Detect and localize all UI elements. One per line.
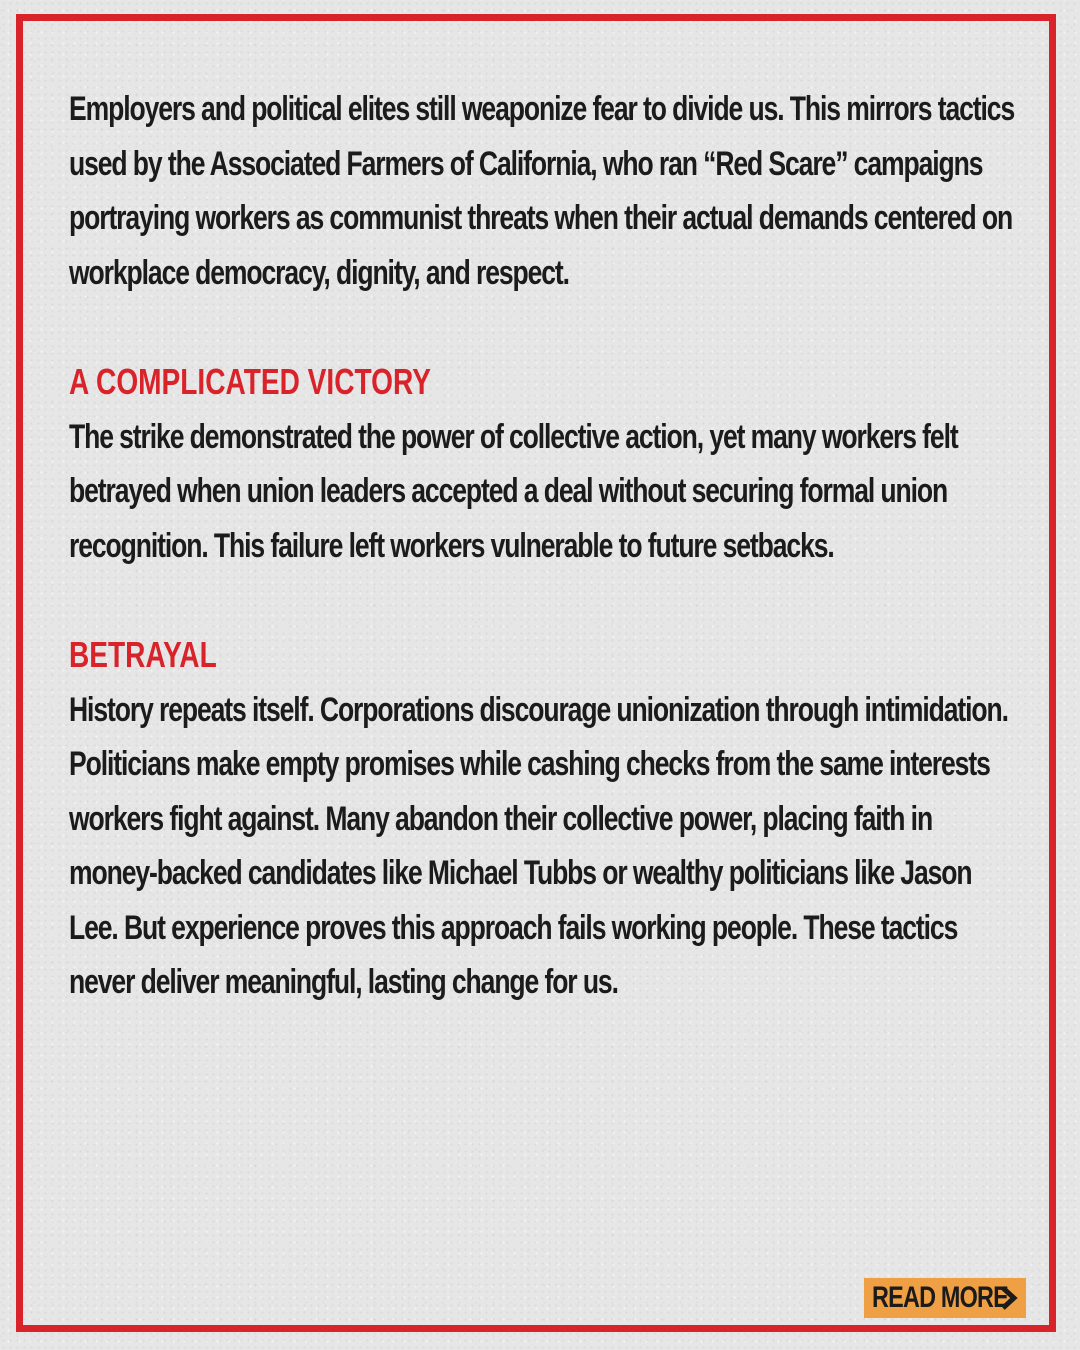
- spacer: [69, 573, 1019, 628]
- section-heading-betrayal: BETRAYAL: [69, 634, 217, 675]
- read-more-label: READ MORE: [872, 1281, 1008, 1314]
- section-heading-complicated-victory: A COMPLICATED VICTORY: [69, 361, 431, 402]
- section-body-complicated-victory: The strike demonstrated the power of collective action, yet many workers felt betrayed when union leaders accepted a deal without securing formal union recognition. This failure left workers vulnerable to future setbacks.: [69, 417, 958, 565]
- article-content: [69, 82, 1019, 1010]
- spacer: [69, 300, 1019, 355]
- intro-paragraph: Employers and political elites still weaponize fear to divide us. This mirrors tactics used by the Associated Farmers of California, who ran “Red Scare” campaigns portraying workers as communist threats when their actual demands centered on workplace democracy, dignity, and respect.: [69, 90, 1015, 292]
- read-more-button[interactable]: [864, 1278, 1026, 1318]
- section-body-betrayal: History repeats itself. Corporations discourage unionization through intimidation. Politicians make empty promises while cashing checks from the same interests workers fight against. Many abandon their collective power, placing faith in money-backed candidates like Michael Tubbs or wealthy politicians like Jason Lee. But experience proves this approach fails working people. These tactics never deliver meaningful, lasting change for us.: [69, 690, 1008, 1001]
